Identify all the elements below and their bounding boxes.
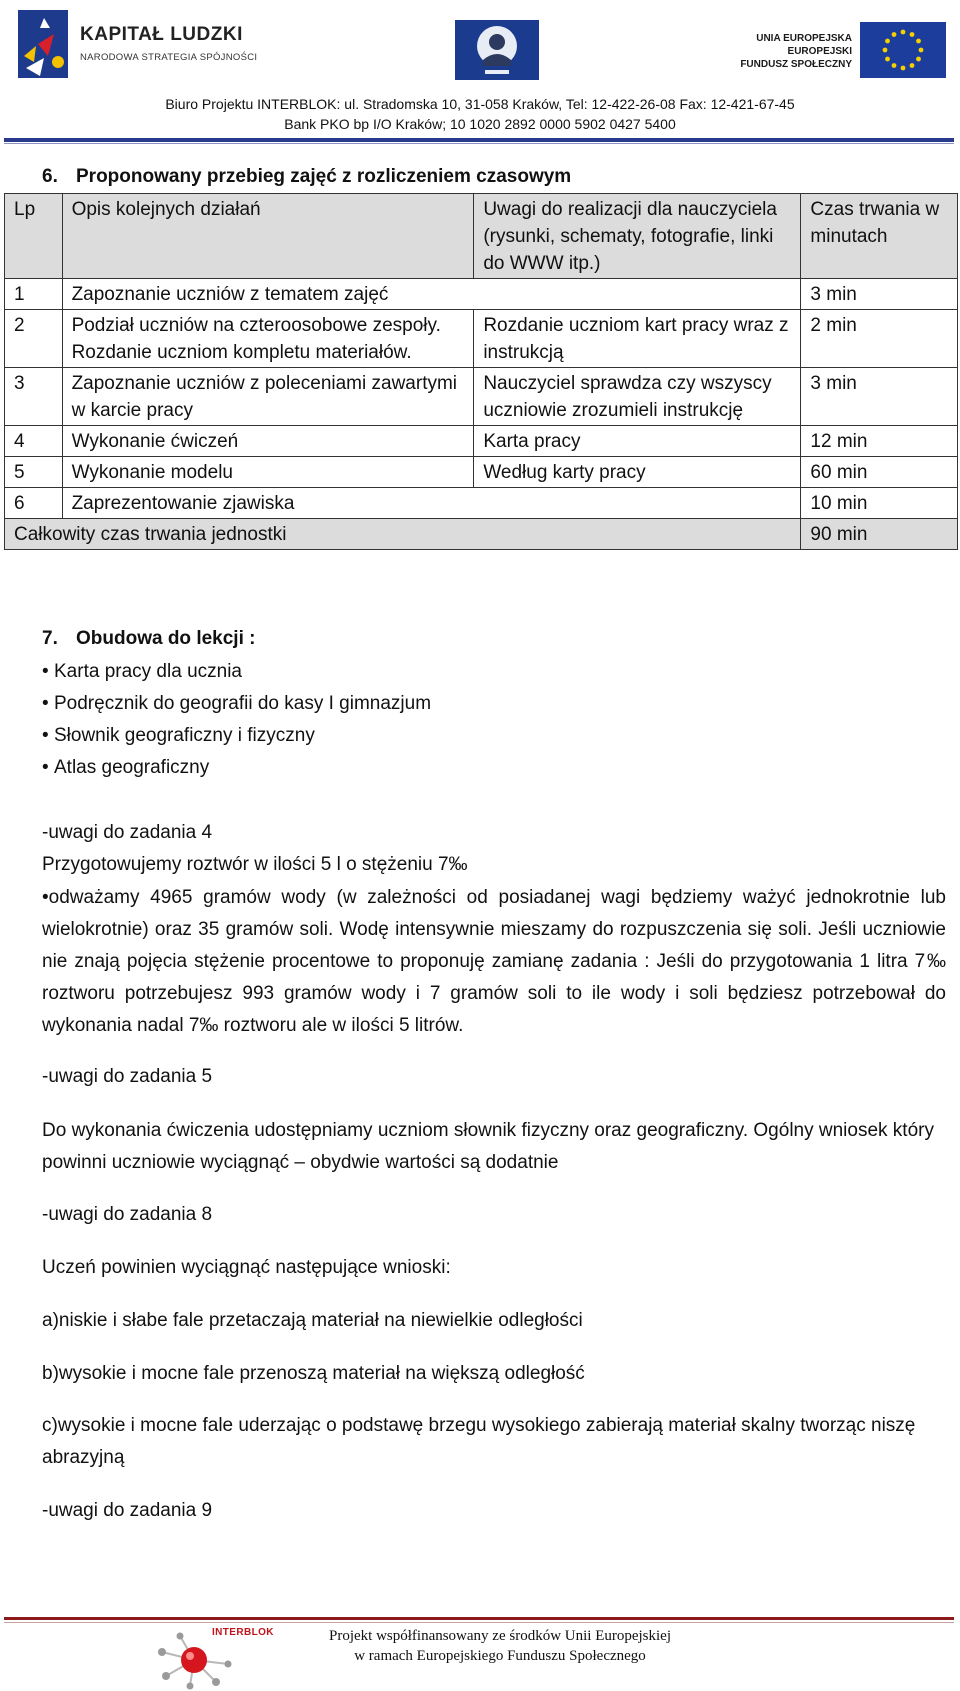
header-uwagi: Uwagi do realizacji dla nauczyciela (rysunki, schematy, fotografie, linki do WWW itp.) [474, 194, 801, 279]
footer-line-1: Projekt współfinansowany ze środków Unii Europejskiej [328, 1628, 672, 1644]
row-opis: Zapoznanie uczniów z poleceniami zawartymi w karcie pracy [62, 368, 474, 426]
kapital-ludzki-emblem-icon [14, 6, 74, 82]
list-item [42, 757, 209, 779]
table-total-row [5, 519, 958, 550]
kapital-ludzki-logo [14, 6, 264, 82]
section-7-heading [42, 628, 255, 650]
bullet-icon: • [42, 725, 49, 746]
list-item-text: Karta pracy dla ucznia [54, 661, 242, 682]
row-czas: 60 min [801, 457, 958, 488]
note-task-8-a: a)niskie i słabe fale przetaczają materiał na niewielkie odległości [42, 1310, 583, 1331]
table-row [5, 368, 958, 426]
eu-line-1: UNIA EUROPEJSKA [756, 33, 852, 44]
kapital-ludzki-subtitle: NARODOWA STRATEGIA SPÓJNOŚCI [80, 52, 258, 63]
row-lp: 3 [5, 368, 63, 426]
table-header-row [5, 194, 958, 279]
portrait-emblem-icon [455, 20, 539, 80]
eu-line-3: FUNDUSZ SPOŁECZNY [740, 59, 852, 70]
row-czas: 3 min [801, 368, 958, 426]
note-task-4-line: Przygotowujemy roztwór w ilości 5 l o stężeniu 7‰ [42, 854, 468, 875]
lesson-plan-table [4, 193, 958, 550]
table-row [5, 488, 958, 519]
list-item [42, 661, 242, 683]
row-uwagi: Według karty pracy [474, 457, 801, 488]
note-task-8-intro: Uczeń powinien wyciągnąć następujące wnioski: [42, 1257, 451, 1278]
row-opis: Podział uczniów na czteroosobowe zespoły. Rozdanie uczniom kompletu materiałów. [62, 310, 474, 368]
header-lp: Lp [5, 194, 63, 279]
note-task-8-label: -uwagi do zadania 8 [42, 1204, 213, 1225]
footer-brand: INTERBLOK [212, 1627, 274, 1638]
header-opis: Opis kolejnych działań [62, 194, 474, 279]
table-row [5, 279, 958, 310]
row-lp: 5 [5, 457, 63, 488]
note-task-5-label: -uwagi do zadania 5 [42, 1066, 213, 1087]
table-row [5, 457, 958, 488]
row-czas: 3 min [801, 279, 958, 310]
bullet-icon: • [42, 757, 49, 778]
list-item [42, 693, 431, 715]
note-task-9-label: -uwagi do zadania 9 [42, 1500, 213, 1521]
row-opis: Zapoznanie uczniów z tematem zajęć [62, 279, 801, 310]
list-item-text: Podręcznik do geografii do kasy I gimnazjum [54, 693, 432, 714]
total-label: Całkowity czas trwania jednostki [5, 519, 801, 550]
eu-logo-text [740, 32, 852, 71]
note-task-4-label: -uwagi do zadania 4 [42, 822, 213, 843]
list-item-text: Atlas geograficzny [54, 757, 210, 778]
total-value: 90 min [801, 519, 958, 550]
table-row [5, 426, 958, 457]
section-7-number: 7. [42, 628, 58, 649]
bullet-icon: • [42, 693, 49, 714]
header-divider [4, 138, 954, 142]
row-lp: 1 [5, 279, 63, 310]
section-6-number: 6. [42, 166, 58, 187]
eu-logo [726, 22, 946, 82]
row-lp: 6 [5, 488, 63, 519]
note-task-5-paragraph: Do wykonania ćwiczenia udostępniamy uczniom słownik fizyczny oraz geograficzny. Ogólny wniosek który powinni uczniowie wyciągnąć – obydwie wartości są dodatnie [42, 1120, 934, 1173]
row-opis: Wykonanie modelu [62, 457, 474, 488]
row-czas: 2 min [801, 310, 958, 368]
header-bank-account: Bank PKO bp I/O Kraków; 10 1020 2892 0000 5902 0427 5400 [284, 116, 676, 132]
list-item [42, 725, 315, 747]
bullet-icon: • [42, 661, 49, 682]
section-6-heading [42, 166, 571, 188]
page-header [0, 0, 960, 145]
header-divider-thin [4, 143, 954, 144]
table-row [5, 310, 958, 368]
kapital-ludzki-title: KAPITAŁ LUDZKI [80, 24, 243, 45]
row-uwagi: Karta pracy [474, 426, 801, 457]
section-6-title: Proponowany przebieg zajęć z rozliczeniem czasowym [76, 166, 572, 187]
footer-line-2: w ramach Europejskiego Funduszu Społecznego [354, 1648, 646, 1664]
note-task-8-b: b)wysokie i mocne fale przenoszą materiał na większą odległość [42, 1363, 585, 1384]
row-opis: Wykonanie ćwiczeń [62, 426, 474, 457]
section-7-title: Obudowa do lekcji : [76, 628, 256, 649]
footer-divider [4, 1617, 954, 1620]
row-czas: 10 min [801, 488, 958, 519]
row-uwagi: Nauczyciel sprawdza czy wszyscy uczniowie zrozumieli instrukcję [474, 368, 801, 426]
header-address: Biuro Projektu INTERBLOK: ul. Stradomska 10, 31-058 Kraków, Tel: 12-422-26-08 Fax: 12-421-67-45 [165, 96, 795, 112]
footer-divider-thin [4, 1622, 954, 1623]
header-czas: Czas trwania w minutach [801, 194, 958, 279]
eu-line-2: EUROPEJSKI [787, 46, 852, 57]
eu-flag-icon [860, 22, 946, 78]
row-lp: 4 [5, 426, 63, 457]
note-task-4-paragraph: •odważamy 4965 gramów wody (w zależności od posiadanej wagi będziemy ważyć jednokrotnie lub wielokrotnie) oraz 35 gramów soli. Wodę intensywnie mieszamy do rozpuszczenia się soli. Jeśli uczniowie nie znają pojęcia stężenie procentowe to proponuję zamianę zadania : Jeśli do przygotowania 1 litra 7‰ roztworu potrzebujesz 993 gramów wody i 7 gramów soli to ile wody i soli będziesz potrzebował do wykonania nadal 7‰ roztworu ale w ilości 5 litrów. [42, 887, 946, 1036]
row-lp: 2 [5, 310, 63, 368]
row-czas: 12 min [801, 426, 958, 457]
note-task-8-c: c)wysokie i mocne fale uderzając o podstawę brzegu wysokiego zabierają materiał skalny tworząc niszę abrazyjną [42, 1415, 916, 1468]
row-uwagi: Rozdanie uczniom kart pracy wraz z instrukcją [474, 310, 801, 368]
list-item-text: Słownik geograficzny i fizyczny [54, 725, 315, 746]
row-opis: Zaprezentowanie zjawiska [62, 488, 801, 519]
